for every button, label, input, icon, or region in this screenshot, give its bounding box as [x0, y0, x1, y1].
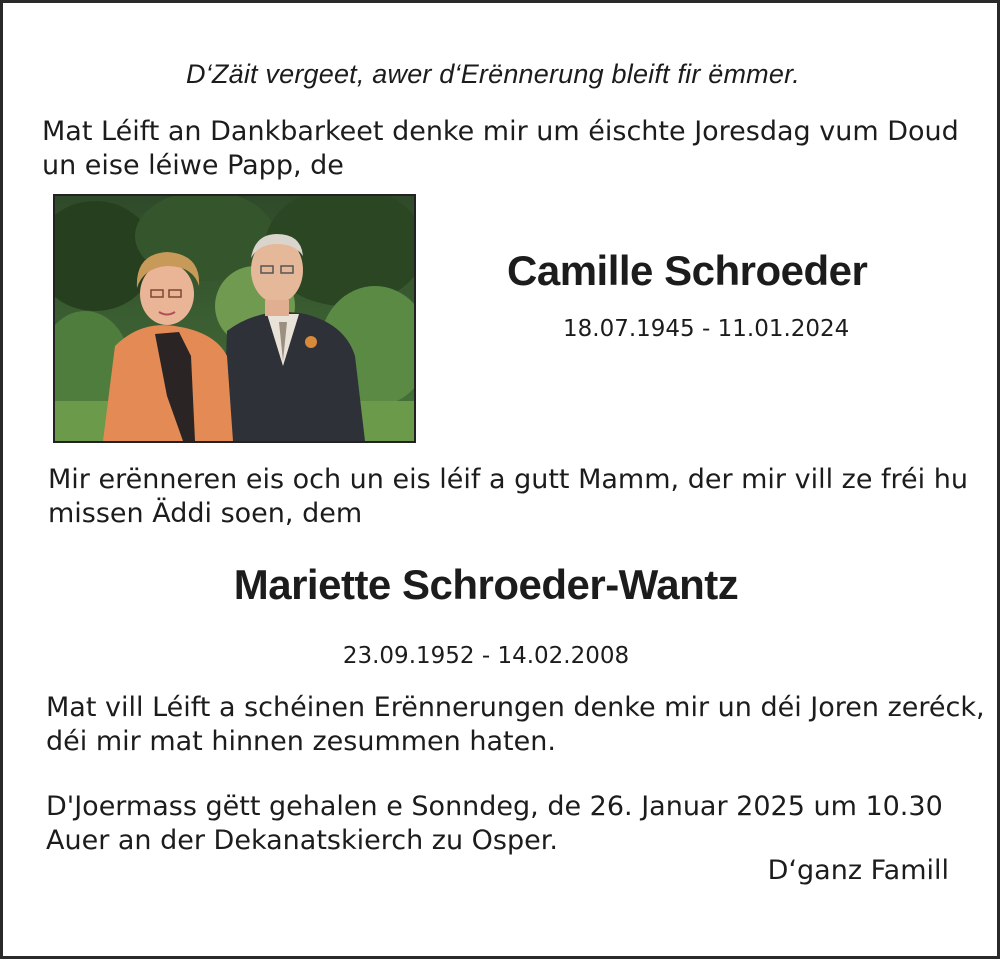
deceased-2-name: Mariette Schroeder-Wantz: [233, 561, 739, 608]
motto: D‘Zäit vergeet, awer d‘Erënnerung bleift fir ëmmer.: [186, 59, 800, 89]
intro-text: Mat Léift an Dankbarkeet denke mir um éischte Joresdag vum Doud un eise léiwe Papp, de: [42, 116, 959, 181]
deceased-1-dates: 18.07.1945 - 11.01.2024: [563, 316, 850, 342]
deceased-1-name: Camille Schroeder: [507, 247, 868, 294]
couple-photo: [53, 194, 416, 443]
gratitude-text: Mat vill Léift a schéinen Erënnerungen denke mir un déi Joren zeréck, déi mir mat hinnen zesummen haten.: [46, 692, 985, 757]
memory-text: Mir erënneren eis och un eis léif a gutt Mamm, der mir vill ze fréi hu missen Äddi soen, dem: [48, 464, 968, 529]
mass-announcement: D'Joermass gëtt gehalen e Sonndeg, de 26. Januar 2025 um 10.30 Auer an der Dekanatskierch zu Osper.: [46, 791, 943, 856]
deceased-2-dates: 23.09.1952 - 14.02.2008: [342, 643, 630, 669]
family-signature: D‘ganz Famill: [767, 855, 949, 886]
